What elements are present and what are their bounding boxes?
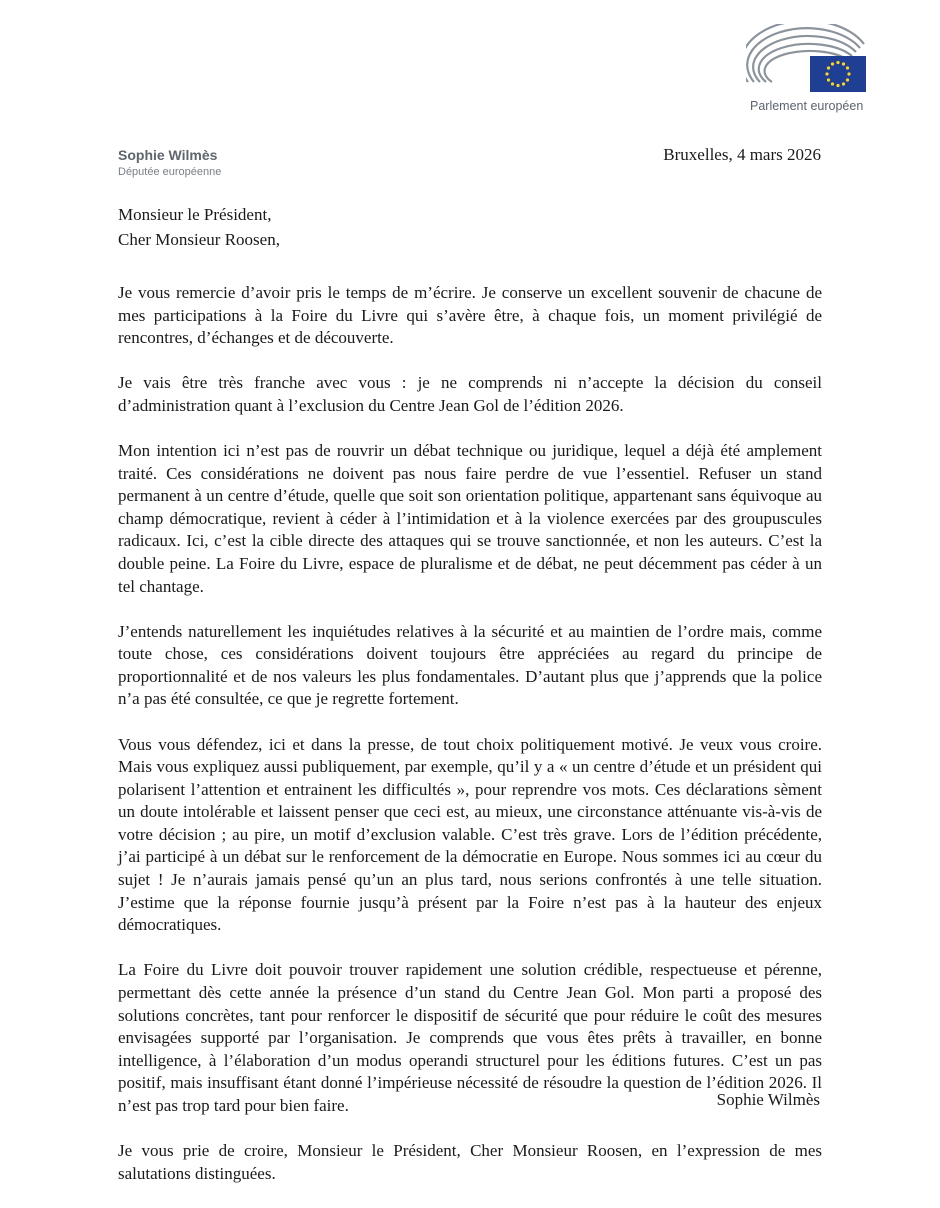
hemicycle-icon (746, 24, 871, 96)
parliament-logo (746, 24, 871, 120)
paragraph-4: J’entends naturellement les inquiétudes relatives à la sécurité et au maintien de l’ordre mais, comme toute chose, ces considérations doivent toujours être appréciées au regard du principe de proportionnalité et de nos valeurs les plus fondamentales. D’autant plus que j’apprends que la police n’a pas été consultée, ce que je regrette fortement. (118, 621, 822, 709)
sender-name: Sophie Wilmès (118, 147, 218, 163)
place-date: Bruxelles, 4 mars 2026 (663, 145, 821, 164)
salutation-line-2: Cher Monsieur Roosen, (118, 230, 280, 249)
paragraph-1: Je vous remercie d’avoir pris le temps de m’écrire. Je conserve un excellent souvenir de chacune de mes participations à la Foire du Livre qui s’avère être, à chaque fois, un moment privilégié de rencontres, d’échanges et de découverte. (118, 283, 822, 348)
signature: Sophie Wilmès (716, 1090, 820, 1109)
paragraph-5: Vous vous défendez, ici et dans la presse, de tout choix politiquement motivé. Je veux vous croire. Mais vous expliquez aussi publiquement, par exemple, qu’il y a « un centre d’étude et un président qui polarisent l’attention et entrainent les difficultés », pour reprendre vos mots. Ces déclarations sèment un doute intolérable et laissent penser que ceci est, au mieux, une circonstance atténuante vis-à-vis de votre décision ; au pire, un motif d’exclusion valable. C’est très grave. Lors de l’édition précédente, j’ai participé à un débat sur le renforcement de la démocratie en Europe. Nous sommes ici au cœur du sujet ! Je n’aurais jamais pensé qu’un an plus tard, nous serions confrontés à une telle situation. J’estime que la réponse fournie jusqu’à présent par la Foire n’est pas à la hauteur des enjeux démocratiques. (118, 734, 822, 935)
institution-name: Parlement européen (750, 99, 864, 113)
paragraph-6: La Foire du Livre doit pouvoir trouver rapidement une solution crédible, respectueuse et pérenne, permettant dès cette année la présence d’un stand du Centre Jean Gol. Mon parti a proposé des solutions concrètes, tant pour renforcer le dispositif de sécurité que pour réduire le coût des mesures envisagées supporté par l’organisation. Je comprends que vous êtes prêts à travailler, en bonne intelligence, à l’élaboration d’un modus operandi structurel pour les éditions futures. C’est un pas positif, mais insuffisant étant donné l’impérieuse nécessité de résoudre la question de l’édition 2026. Il n’est pas trop tard pour bien faire. (118, 960, 822, 1115)
paragraph-3: Mon intention ici n’est pas de rouvrir un débat technique ou juridique, lequel a déjà été amplement traité. Ces considérations ne doivent pas nous faire perdre de vue l’essentiel. Refuser un stand permanent à un centre d’étude, quelle que soit son orientation politique, appartenant sans équivoque au champ démocratique, revient à céder à l’intimidation et à la violence exercées par des groupuscules radicaux. Ici, c’est la cible directe des attaques qui se trouve sanctionnée, et non les auteurs. C’est la double peine. La Foire du Livre, espace de pluralisme et de débat, ne peut décemment pas céder à un tel chantage. (118, 440, 822, 596)
paragraph-7: Je vous prie de croire, Monsieur le Président, Cher Monsieur Roosen, en l’expression de mes salutations distinguées. (118, 1141, 822, 1183)
paragraph-2: Je vais être très franche avec vous : je ne comprends ni n’accepte la décision du conseil d’administration quant à l’exclusion du Centre Jean Gol de l’édition 2026. (118, 373, 822, 415)
sender-title: Députée européenne (118, 166, 222, 178)
letter-body (118, 282, 822, 1208)
salutation (118, 202, 823, 252)
salutation-line-1: Monsieur le Président, (118, 205, 272, 224)
